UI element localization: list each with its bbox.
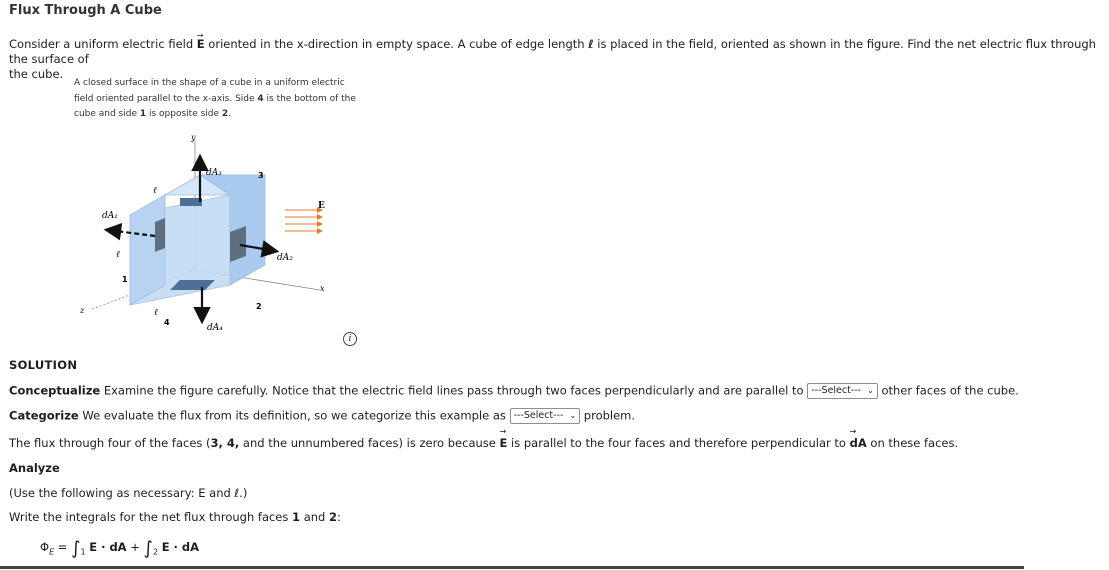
x-axis-label: x <box>320 284 325 293</box>
categorize-text-a: We evaluate the flux from its definition, so we categorize this example as <box>78 408 510 423</box>
da4-label: dA₄ <box>207 323 223 333</box>
conceptualize-text-b: other faces of the cube. <box>877 383 1019 398</box>
ell-label-top: ℓ <box>153 186 157 196</box>
integral-sign-icon: ∫ <box>143 538 153 559</box>
caption-line-3: cube and side <box>74 109 140 119</box>
bottom-divider <box>0 566 1024 569</box>
flux-text-d: on these faces. <box>866 436 959 450</box>
integrals-and: and <box>300 510 329 524</box>
categorize-select-value: ---Select--- <box>513 410 564 421</box>
caption-line-2: field oriented parallel to the x-axis. Side <box>74 93 258 104</box>
info-icon[interactable]: i <box>343 332 357 346</box>
z-axis-label: z <box>80 306 85 315</box>
side-2-label: 2 <box>256 302 262 311</box>
cube-figure <box>70 130 370 340</box>
flux-text-c: is parallel to the four faces and therefore perpendicular to <box>507 436 850 450</box>
solution-heading: SOLUTION <box>9 358 78 372</box>
caption-end: . <box>228 109 232 119</box>
integral-sign-icon: ∫ <box>71 538 81 559</box>
patch-side-2 <box>230 226 246 262</box>
y-axis-label: y <box>191 133 196 142</box>
e-vector: → E <box>197 37 205 51</box>
caption-side-4: 4 <box>257 93 264 104</box>
conceptualize-row <box>9 383 1019 399</box>
caption-side-1: 1 <box>139 109 147 119</box>
caption-line-2b: is the bottom of the <box>263 93 356 104</box>
formula-term-1: E · dA <box>89 540 127 554</box>
da1-label: dA₁ <box>102 211 118 221</box>
page-title: Flux Through A Cube <box>9 3 162 18</box>
chevron-down-icon: ⌄ <box>569 411 577 420</box>
problem-text-1: Consider a uniform electric field <box>9 37 197 51</box>
flux-da-vector: → dA <box>850 436 867 450</box>
flux-formula <box>40 538 199 559</box>
formula-plus: + <box>126 540 144 554</box>
e-field-label: E <box>318 201 325 211</box>
flux-text-a: The flux through four of the faces ( <box>9 436 211 450</box>
patch-side-3 <box>180 198 202 206</box>
formula-eq: = <box>54 540 72 554</box>
figure-caption <box>74 76 364 123</box>
problem-text-line2: the cube. <box>9 67 64 81</box>
integrals-colon: : <box>337 510 341 524</box>
ell-label-left: ℓ <box>116 250 120 260</box>
patch-side-1 <box>155 218 165 252</box>
formula-sub-2: 2 <box>152 547 159 557</box>
problem-text-3: is placed in the field, oriented as shown in the figure. Find the net electric flux through the surface of <box>9 37 1096 66</box>
flux-bold-faces: 3, 4, <box>210 436 240 450</box>
caption-line-1: A closed surface in the shape of a cube in a uniform electric <box>74 78 345 88</box>
integrals-instruction <box>9 510 341 524</box>
flux-e-vector: → E <box>500 436 508 450</box>
use-following-text: (Use the following as necessary: E and ℓ.) <box>9 486 248 500</box>
formula-sub-1: 1 <box>80 547 86 557</box>
ell-symbol: ℓ <box>588 37 594 51</box>
da3-label: dA₃ <box>206 168 222 178</box>
categorize-row <box>9 408 635 424</box>
categorize-select[interactable] <box>510 408 581 424</box>
flux-text-b: and the unnumbered faces) is zero because <box>239 436 500 450</box>
formula-lhs-sub: E <box>49 547 55 557</box>
analyze-heading <box>9 461 60 475</box>
conceptualize-label: Conceptualize <box>9 383 101 398</box>
side-1-label: 1 <box>122 275 128 284</box>
side-4-label: 4 <box>164 318 170 327</box>
formula-term-2: E · dA <box>161 540 200 554</box>
integrals-text-a: Write the integrals for the net flux through faces <box>9 510 293 524</box>
conceptualize-select-value: ---Select--- <box>811 385 862 396</box>
conceptualize-select[interactable] <box>807 383 878 399</box>
da2-label: dA₂ <box>277 253 293 263</box>
flux-zero-row <box>9 436 958 450</box>
categorize-label: Categorize <box>9 408 79 423</box>
side-3-label: 3 <box>258 171 264 180</box>
analyze-label: Analyze <box>9 461 60 475</box>
chevron-down-icon: ⌄ <box>867 386 874 395</box>
caption-side-2: 2 <box>221 109 229 119</box>
conceptualize-text-a: Examine the figure carefully. Notice that the electric field lines pass through two faces perpendicularly and are parallel to <box>100 383 808 398</box>
caption-line-3b: is opposite side <box>146 109 222 119</box>
formula-lhs: Φ <box>40 540 50 554</box>
problem-text-2: oriented in the x-direction in empty space. A cube of edge length <box>204 37 589 51</box>
integrals-face-1: 1 <box>292 510 301 524</box>
ell-label-bottom: ℓ <box>154 308 158 318</box>
categorize-text-b: problem. <box>580 408 636 423</box>
integrals-face-2: 2 <box>329 510 338 524</box>
